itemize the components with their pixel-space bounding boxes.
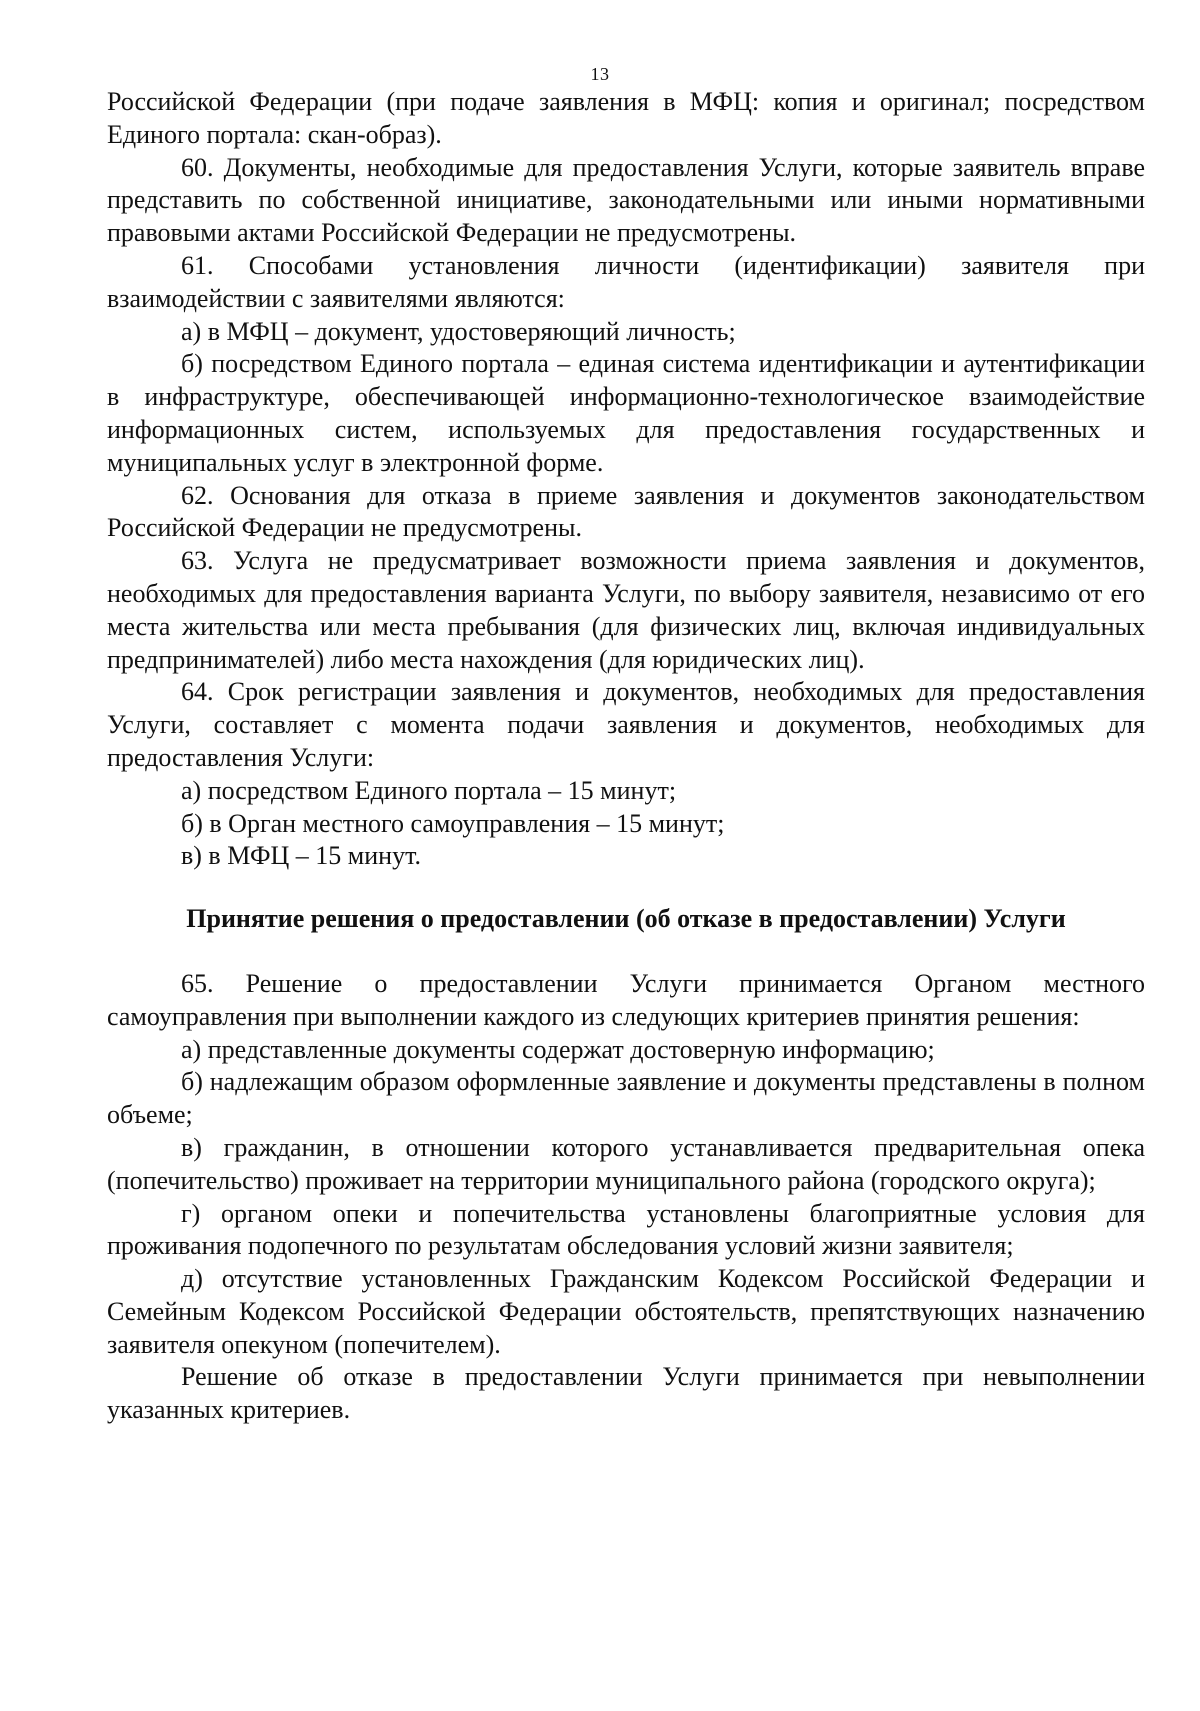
list-item: г) органом опеки и попечительства установлены благоприятные условия для проживания подопечного по результатам обследования условий жизни заявителя;: [107, 1198, 1145, 1261]
list-item: б) в Орган местного самоуправления – 15 минут;: [181, 808, 725, 838]
list-item: в) в МФЦ – 15 минут.: [181, 841, 421, 871]
list-item: б) надлежащим образом оформленные заявление и документы представлены в полном объеме;: [107, 1067, 1145, 1130]
list-item: в) гражданин, в отношении которого устанавливается предварительная опека (попечительство) проживает на территории муниципального района (городского округа);: [107, 1132, 1145, 1195]
section-heading: Принятие решения о предоставлении (об отказе в предоставлении) Услуги: [186, 904, 1066, 934]
paragraph: 63. Услуга не предусматривает возможности приема заявления и документов, необходимых для предоставления варианта Услуги, по выбору заявителя, независимо от его места жительства или места пребывания (для физических лиц, включая индивидуальных предпринимателей) либо места нахождения (для юридических лиц).: [107, 546, 1145, 674]
list-item: а) посредством Единого портала – 15 минут;: [181, 775, 677, 805]
paragraph: 62. Основания для отказа в приеме заявления и документов законодательством Российской Федерации не предусмотрены.: [107, 480, 1145, 543]
document-body: [107, 86, 1145, 1427]
section-after: [107, 968, 1145, 1427]
section-before: [107, 86, 1145, 873]
paragraph: Решение об отказе в предоставлении Услуги принимается при невыполнении указанных критериев.: [107, 1362, 1145, 1425]
paragraph: 60. Документы, необходимые для предоставления Услуги, которые заявитель вправе представить по собственной инициативе, законодательными или иными нормативными правовыми актами Российской Федерации не предусмотрены.: [107, 152, 1145, 248]
paragraph: 61. Способами установления личности (идентификации) заявителя при взаимодействии с заявителями являются:: [107, 250, 1145, 313]
page-number: 13: [590, 64, 610, 84]
paragraph: 64. Срок регистрации заявления и документов, необходимых для предоставления Услуги, составляет с момента подачи заявления и документов, необходимых для предоставления Услуги:: [107, 677, 1145, 772]
paragraph: 65. Решение о предоставлении Услуги принимается Органом местного самоуправления при выполнении каждого из следующих критериев принятия решения:: [107, 968, 1145, 1031]
paragraph: Российской Федерации (при подаче заявления в МФЦ: копия и оригинал; посредством Единого портала: скан-образ).: [107, 87, 1145, 149]
list-item: а) представленные документы содержат достоверную информацию;: [181, 1034, 935, 1064]
list-item: а) в МФЦ – документ, удостоверяющий личность;: [181, 316, 736, 346]
list-item: б) посредством Единого портала – единая система идентификации и аутентификации в инфраструктуре, обеспечивающей информационно-технологическое взаимодействие информационных систем, используемых для предоставления государственных и муниципальных услуг в электронной форме.: [107, 349, 1145, 477]
list-item: д) отсутствие установленных Гражданским Кодексом Российской Федерации и Семейным Кодексом Российской Федерации обстоятельств, препятствующих назначению заявителя опекуном (попечителем).: [107, 1264, 1145, 1359]
